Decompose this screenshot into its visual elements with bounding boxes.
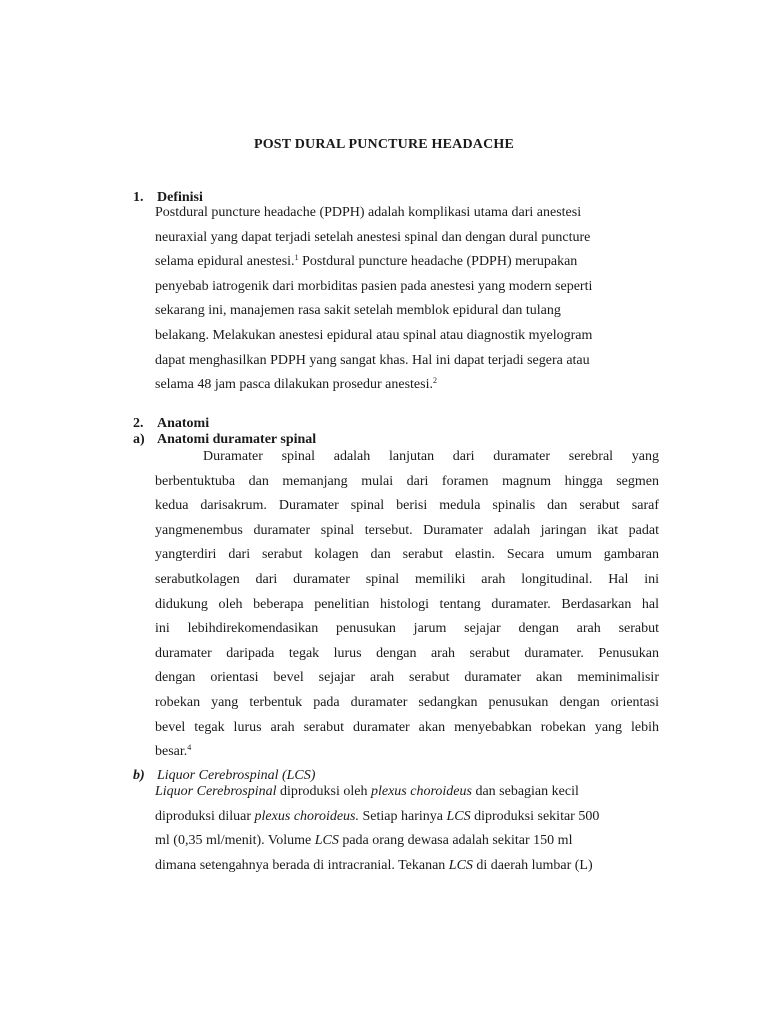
text-line: dimana setengahnya berada di intracranial. Tekanan LCS di daerah lumbar (L) xyxy=(155,857,593,873)
text-line: duramater daripada tegak lurus dengan arah serabut duramater. Penusukan xyxy=(155,645,659,661)
text-line: Duramater spinal adalah lanjutan dari duramater serebral yang xyxy=(203,449,659,464)
text-line: berbentuktuba dan memanjang mulai dari foramen magnum hingga segmen xyxy=(155,473,659,489)
section-1-paragraph xyxy=(155,201,659,398)
citation-superscript: 1 xyxy=(294,253,299,263)
section-1-heading: Definisi xyxy=(157,190,203,205)
section-2-heading: Anatomi xyxy=(157,416,210,431)
text-line: Postdural puncture headache (PDPH) adalah komplikasi utama dari anestesi xyxy=(155,205,582,220)
subsection-a-marker: a) xyxy=(133,432,145,447)
subsection-b-paragraph xyxy=(155,780,659,878)
text-line: didukung oleh beberapa penelitian histologi tentang duramater. Berdasarkan hal xyxy=(155,596,659,612)
text-line: serabutkolagen dari duramater spinal memiliki arah longitudinal. Hal ini xyxy=(155,571,659,587)
subsection-b-marker: b) xyxy=(133,768,145,783)
text-line: selama epidural anestesi.$^1$ Postdural puncture headache (PDPH) merupakan xyxy=(155,253,578,270)
text-line: besar.$^4$ xyxy=(155,743,192,760)
text-line: ml (0,35 ml/menit). Volume LCS pada orang dewasa adalah sekitar 150 ml xyxy=(155,833,573,849)
text-line: diproduksi diluar plexus choroideus. Setiap harinya LCS diproduksi sekitar 500 xyxy=(155,808,600,824)
subsection-a-paragraph xyxy=(155,445,659,765)
text-line: kedua darisakrum. Duramater spinal berisi medula spinalis dan serabut saraf xyxy=(155,498,659,514)
text-line: ini lebihdirekomendasikan penusukan jarum sejajar dengan arah serabut xyxy=(155,621,659,637)
text-line: robekan yang terbentuk pada duramater sedangkan penusukan dengan orientasi xyxy=(155,694,659,710)
text-line: yangmenembus duramater spinal tersebut. Duramater adalah jaringan ikat padat xyxy=(155,522,659,538)
text-line: dengan orientasi bevel sejajar arah serabut duramater akan meminimalisir xyxy=(155,670,659,686)
citation-superscript: 2 xyxy=(432,376,437,386)
citation-superscript: 4 xyxy=(187,743,192,753)
text-line: yangterdiri dari serabut kolagen dan serabut elastin. Secara umum gambaran xyxy=(155,547,659,563)
subsection-a-heading: Anatomi duramater spinal xyxy=(157,432,317,447)
document-title: POST DURAL PUNCTURE HEADACHE xyxy=(253,137,515,152)
text-line: selama 48 jam pasca dilakukan prosedur anestesi.$^2$ xyxy=(155,376,437,393)
text-line: dapat menghasilkan PDPH yang sangat khas. Hal ini dapat terjadi segera atau xyxy=(155,352,590,368)
section-2-number: 2. xyxy=(133,416,144,431)
text-line: belakang. Melakukan anestesi epidural atau spinal atau diagnostik myelogram xyxy=(155,327,593,343)
text-line: sekarang ini, manajemen rasa sakit setelah memblok epidural dan tulang xyxy=(155,303,561,319)
text-line: penyebab iatrogenik dari morbiditas pasien pada anestesi yang modern seperti xyxy=(155,278,593,294)
subsection-b-heading: Liquor Cerebrospinal (LCS) xyxy=(157,768,316,783)
text-line: neuraxial yang dapat terjadi setelah anestesi spinal dan dengan dural puncture xyxy=(155,229,591,245)
text-line: Liquor Cerebrospinal diproduksi oleh plexus choroideus dan sebagian kecil xyxy=(155,784,579,799)
section-1-number: 1. xyxy=(133,190,144,205)
text-line: bevel tegak lurus arah serabut duramater akan menyebabkan robekan yang lebih xyxy=(155,719,659,735)
